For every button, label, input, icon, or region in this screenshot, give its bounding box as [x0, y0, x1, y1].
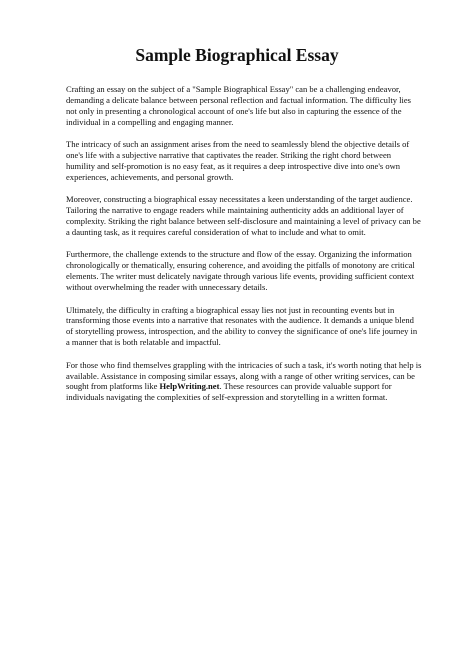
- site-name: HelpWriting.net: [159, 381, 220, 392]
- paragraph-audience: Moreover, constructing a biographical essay necessitates a keen understanding of the target audience. Tailoring the narrative to engage readers while maintaining authenticity adds an additional layer of complexity. Striking the right balance between self-disclosure and maintaining a level of privacy can be a daunting task, as it requires careful consideration of what to include and what to omit.: [66, 194, 421, 237]
- closing-text-before: For those who find themselves grappling with the intricacies of such a task, it's worth noting that help is available. Assistance in composing similar essays, along with a range of other writing services, can be sought from platforms like: [66, 359, 422, 392]
- closing-text-after: . These resources can provide valuable support for individuals navigating the complexities of self-expression and storytelling in a written format.: [66, 381, 392, 403]
- paragraph-conclusion: Ultimately, the difficulty in crafting a biographical essay lies not just in recounting events but in transforming those events into a narrative that resonates with the audience. It demands a unique blend of storytelling prowess, introspection, and the ability to convey the significance of one's life journey in a manner that is both relatable and impactful.: [66, 304, 418, 348]
- page-title: Sample Biographical Essay: [135, 45, 339, 65]
- paragraph-intricacy: The intricacy of such an assignment arises from the need to seamlessly blend the objective details of one's life with a subjective narrative that captivates the reader. Striking the right chord between humility and self-promotion is no easy feat, as it requires a deep introspective dive into one's own experiences, achievements, and personal growth.: [66, 139, 410, 182]
- paragraph-structure: Furthermore, the challenge extends to the structure and flow of the essay. Organizing the information chronologically or thematically, ensuring coherence, and avoiding the pitfalls of monotony are critical elements. The writer must delicately navigate through various life events, providing sufficient context without overwhelming the reader with unnecessary details.: [66, 249, 415, 293]
- paragraph-intro: Crafting an essay on the subject of a "Sample Biographical Essay" can be a challenging endeavor, demanding a delicate balance between personal reflection and factual information. The difficulty lies not only in presenting a chronological account of one's life but also in capturing the essence of the individual in a compelling and engaging manner.: [66, 84, 411, 127]
- paragraph-closing: [66, 360, 422, 404]
- essay-body: [66, 84, 422, 415]
